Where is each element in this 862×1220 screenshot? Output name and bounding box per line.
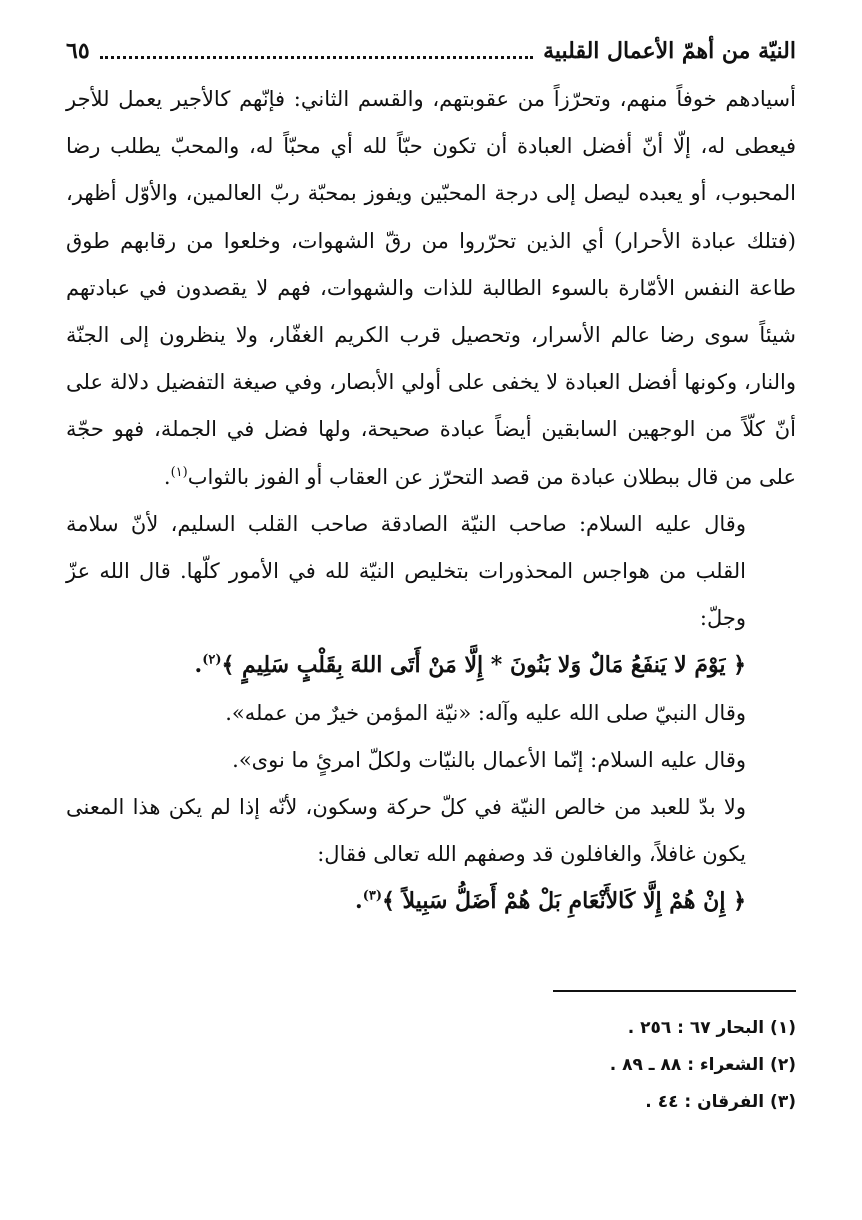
paragraph: وقال عليه السلام: صاحب النيّة الصادقة صاحب القلب السليم، لأنّ سلامة القلب من هواجس المحذورات بتخليص النيّة لله في الأمور كلّها. قال الله عزّ وجلّ: (66, 511, 746, 631)
quran-verse (66, 642, 796, 689)
paragraph-text: أسيادهم خوفاً منهم، وتحرّزاً من عقوبتهم، والقسم الثاني: فإنّهم كالأجير يعمل للأجر فيعطى له، إلّا أنّ أفضل العبادة أن تكون حبّاً لله أي محبّاً له، والمحبّ يطلب رضا المحبوب، أو يعبده ليصل إلى درجة المحبّين ويفوز بمحبّة ربّ العالمين، والأوّل أظهر، (فتلك عبادة الأحرار) أي الذين تحرّروا من رقّ الشهوات، وخلعوا من رقابهم طوق طاعة النفس الأمّارة بالسوء الطالبة للذات والشهوات، فهم لا يقصدون في عبادتهم شيئاً سوى رضا عالم الأسرار، وتحصيل قرب الكريم الغفّار، ولا ينظرون إلى الجنّة والنار، وكونها أفضل العبادة لا يخفى على أولي الأبصار، وفي صيغة التفضيل دلالة على أنّ كلّاً من الوجهين السابقين أيضاً عبادة صحيحة، ولها فضل في الجملة، فهو حجّة على من قال ببطلان عبادة من قصد التحرّز عن العقاب أو الفوز بالثواب (66, 87, 796, 489)
verse-text: ﴿ يَوْمَ لا يَنفَعُ مَالٌ وَلا بَنُونَ * إِلَّا مَنْ أَتَى اللهَ بِقَلْبٍ سَلِيمٍ ﴾ (221, 652, 746, 679)
footnote: (١) البحار ٦٧ : ٢٥٦ . (627, 1018, 796, 1038)
page (66, 28, 796, 926)
leader-dots (100, 56, 533, 59)
page-number: ٦٥ (66, 38, 90, 64)
running-header (66, 28, 796, 74)
footnote-divider (553, 990, 796, 992)
hadith-quote: وقال عليه السلام: إنّما الأعمال بالنيّات ولكلّ امرئٍ ما نوى». (232, 747, 746, 772)
punctuation: . (163, 464, 171, 489)
paragraph: ولا بدّ للعبد من خالص النيّة في كلّ حركة وسكون، لأنّه إذا لم يكن هذا المعنى يكون غافلاً، والغافلون قد وصفهم الله تعالى فقال: (66, 795, 746, 867)
footnotes (396, 1010, 796, 1121)
quran-verse (66, 878, 796, 925)
verse-text: ﴿ إِنْ هُمْ إِلَّا كَالأَنْعَامِ بَلْ هُمْ أَضَلُّ سَبِيلاً ﴾ (382, 888, 746, 915)
punctuation: . (194, 652, 203, 679)
hadith-quote: وقال النبيّ صلى الله عليه وآله: «نيّة المؤمن خيرٌ من عمله». (225, 700, 746, 725)
paragraph (66, 76, 796, 501)
footnote-ref: (٣) (362, 889, 382, 905)
running-title: النيّة من أهمّ الأعمال القلبية (543, 38, 796, 64)
punctuation: . (355, 888, 363, 915)
footnote: (٣) الفرقان : ٤٤ . (645, 1092, 796, 1112)
footnote-ref: (١) (170, 464, 188, 480)
footnote-ref: (٢) (202, 653, 222, 669)
body-text (66, 76, 796, 926)
footnote: (٢) الشعراء : ٨٨ ـ ٨٩ . (609, 1055, 796, 1075)
